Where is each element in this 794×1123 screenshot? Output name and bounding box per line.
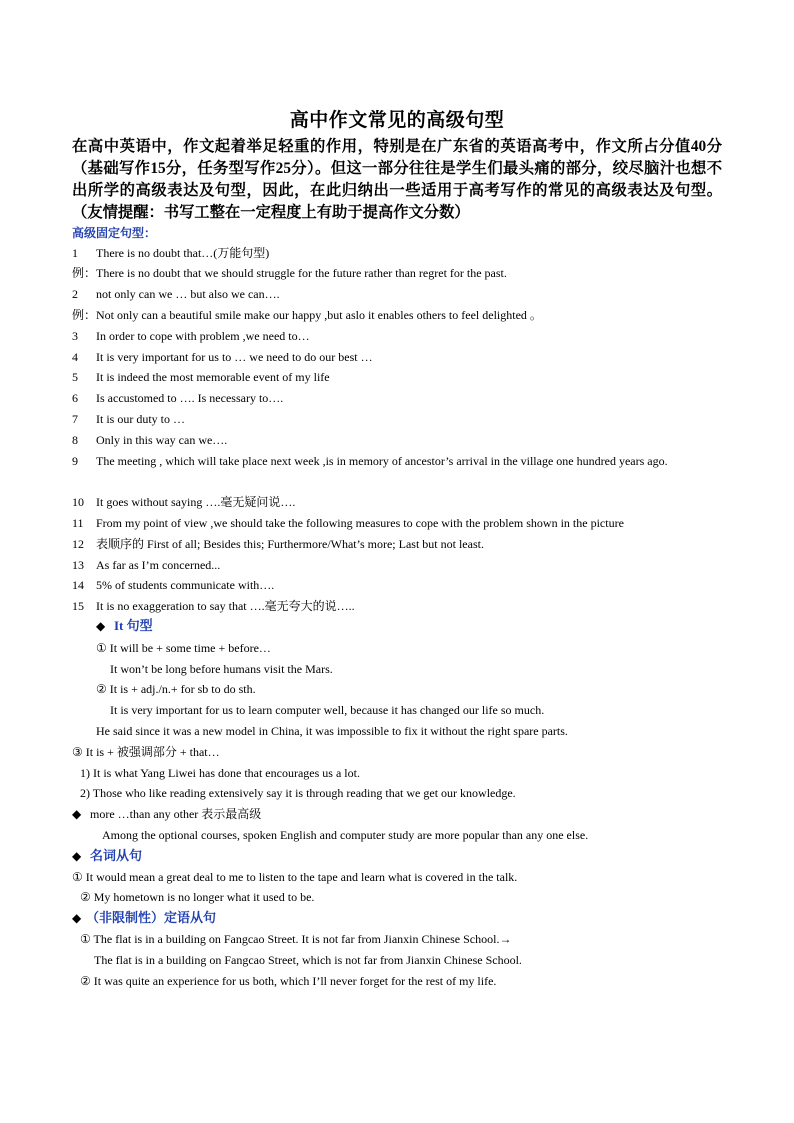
list-item bbox=[72, 513, 624, 533]
item-text: Is accustomed to …. Is necessary to…. bbox=[96, 391, 284, 405]
item-text: 表顺序的 First of all; Besides this; Furthermore/What’s more; Last but not least. bbox=[96, 537, 484, 551]
example-line: He said since it was a new model in China, it was impossible to fix it without the right spare parts. bbox=[96, 724, 568, 738]
item-text: Not only can a beautiful smile make our happy ,but aslo it enables others to feel delighted 。 bbox=[96, 308, 542, 322]
item-text: Only in this way can we…. bbox=[96, 433, 228, 447]
item-number: 11 bbox=[72, 516, 84, 530]
item-number: 10 bbox=[72, 495, 84, 509]
item-number: 4 bbox=[72, 350, 78, 364]
item-number: 9 bbox=[72, 454, 78, 468]
page-title: 高中作文常见的高级句型 bbox=[289, 110, 505, 131]
list-item bbox=[72, 347, 373, 367]
item-number: 例： bbox=[72, 266, 97, 280]
intro-paragraph: 在高中英语中，作文起着举足轻重的作用，特别是在广东省的英语高考中，作文所占分值40分（基础写作15分，任务型写作25分）。但这一部分往往是学生们最头痛的部分，绞尽脑汁也想不出所学的高级表达及句型，因此，在此归纳出一些适用于高考写作的常见的高级表达及句型。（友情提醒：书写工整在一定程度上有助于提高作文分数） bbox=[72, 138, 722, 221]
item-text: In order to cope with problem ,we need to… bbox=[96, 329, 310, 343]
example-line: ② It was quite an experience for us both, which I’ll never forget for the rest of my life. bbox=[80, 974, 497, 988]
list-item bbox=[72, 409, 185, 429]
list-item bbox=[72, 596, 355, 616]
list-item bbox=[72, 534, 484, 554]
example-line: ① It would mean a great deal to me to listen to the tape and learn what is covered in the talk. bbox=[72, 870, 518, 884]
example-line: It is very important for us to learn computer well, because it has changed our life so much. bbox=[110, 703, 545, 717]
example-line: ② My hometown is no longer what it used to be. bbox=[80, 890, 315, 904]
item-text: From my point of view ,we should take the following measures to cope with the problem shown in the picture bbox=[96, 516, 624, 530]
item-text: It is very important for us to … we need to do our best … bbox=[96, 350, 373, 364]
item-number: 1 bbox=[72, 246, 78, 260]
item-number: 6 bbox=[72, 391, 78, 405]
diamond-bullet-icon: ◆ bbox=[72, 911, 82, 925]
item-text: not only can we … but also we can…. bbox=[96, 287, 280, 301]
list-item bbox=[72, 367, 330, 387]
diamond-bullet-icon: ◆ bbox=[72, 807, 82, 821]
item-text: As far as I’m concerned... bbox=[96, 558, 221, 572]
list-item bbox=[72, 243, 269, 263]
item-text: It goes without saying ….毫无疑问说…. bbox=[96, 495, 296, 509]
list-item bbox=[72, 430, 227, 450]
section-heading-it-patterns: ◆ It 句型 bbox=[96, 616, 153, 636]
diamond-bullet-icon: ◆ bbox=[72, 849, 82, 863]
diamond-bullet-icon: ◆ bbox=[96, 619, 106, 633]
item-number: 15 bbox=[72, 599, 84, 613]
list-item bbox=[72, 326, 310, 346]
item-text: It is our duty to … bbox=[96, 412, 185, 426]
item-text: 5% of students communicate with…. bbox=[96, 578, 275, 592]
item-text: It is indeed the most memorable event of my life bbox=[96, 370, 330, 384]
item-number: 8 bbox=[72, 433, 78, 447]
item-number: 14 bbox=[72, 578, 84, 592]
item-text: It is no exaggeration to say that ….毫无夸大的说….. bbox=[96, 599, 355, 613]
pattern-line: ◆ more …than any other 表示最高级 bbox=[72, 804, 261, 824]
item-number: 7 bbox=[72, 412, 78, 426]
pattern-line: ③ It is + 被强调部分 + that… bbox=[72, 745, 220, 759]
item-number: 12 bbox=[72, 537, 84, 551]
item-text: There is no doubt that we should struggle for the future rather than regret for the past. bbox=[96, 266, 507, 280]
item-number: 13 bbox=[72, 558, 84, 572]
section-heading-noun-clauses: ◆ 名词从句 bbox=[72, 846, 142, 866]
list-item bbox=[72, 575, 274, 595]
item-text: There is no doubt that…(万能句型) bbox=[96, 246, 270, 260]
list-item bbox=[72, 284, 280, 304]
list-item bbox=[72, 263, 507, 283]
pattern-line: ① It will be + some time + before… bbox=[96, 641, 271, 655]
example-line: Among the optional courses, spoken English and computer study are more popular than any one else. bbox=[102, 828, 589, 842]
list-item bbox=[72, 388, 283, 408]
item-number: 例： bbox=[72, 308, 97, 322]
list-item bbox=[72, 451, 722, 471]
example-line: 1) It is what Yang Liwei has done that encourages us a lot. bbox=[80, 766, 360, 780]
example-line: ① The flat is in a building on Fangcao Street. It is not far from Jianxin Chinese School.→ bbox=[80, 932, 512, 946]
section-heading-attributive-clauses: ◆ （非限制性）定语从句 bbox=[72, 908, 216, 928]
list-item bbox=[72, 555, 220, 575]
pattern-line: ② It is + adj./n.+ for sb to do sth. bbox=[96, 682, 256, 696]
item-number: 2 bbox=[72, 287, 78, 301]
example-line: 2) Those who like reading extensively say it is through reading that we get our knowledge. bbox=[80, 786, 516, 800]
list-item bbox=[72, 305, 542, 325]
example-line: The flat is in a building on Fangcao Street, which is not far from Jianxin Chinese School. bbox=[94, 953, 522, 967]
item-number: 5 bbox=[72, 370, 78, 384]
item-text: The meeting , which will take place next week ,is in memory of ancestor’s arrival in the village one hundred years ago. bbox=[96, 454, 668, 468]
item-number: 3 bbox=[72, 329, 78, 343]
example-line: It won’t be long before humans visit the Mars. bbox=[110, 662, 333, 676]
section-heading-fixed-patterns: 高级固定句型： bbox=[72, 226, 157, 240]
list-item bbox=[72, 492, 295, 512]
